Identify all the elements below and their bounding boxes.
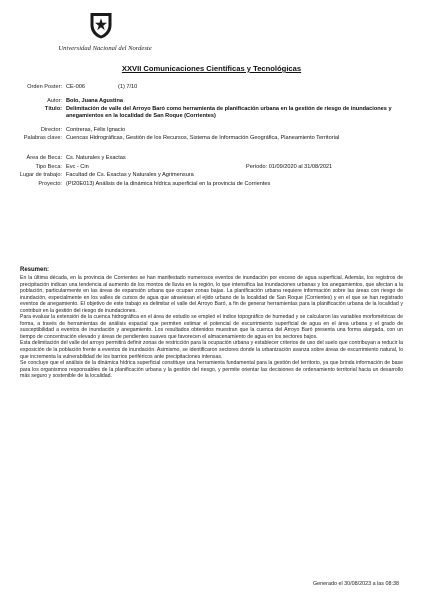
abstract-paragraph: Se concluye que el análisis de la dinámica hídrica superficial constituye una herramienta fundamental para la gestión del territorio, ya que brinda información de base para los organismos responsables de la planificación urbana y la gestión del riesgo, y permite orientar las decisiones de ordenamiento territorial hacia un desarrollo más seguro y sostenible de la localidad. [20,360,403,380]
abstract-paragraph: Para evaluar la extensión de la cuenca hidrográfica en el área de estudio se empleó el índice topográfico de humedad y se calcularon las variables morfométricas de forma, a través de herramientas de análisis espacial que permiten estimar el potencial de escurrimiento superficial de agua en el área urbana y el grado de susceptibilidad a eventos de inundación y anegamiento. Los resultados obtenidos muestran que la cuenca del Arroyo Baró presenta una forma alargada, con un tiempo de concentración elevado y áreas de pendientes suaves que favorecen el almacenamiento de agua en los sectores bajos. [20,314,403,340]
university-seal-icon [86,10,116,40]
field-label: Director: [40,127,62,133]
field-extra: (1) 7/10 [118,84,138,90]
field-label: Área de Beca: [26,155,62,161]
field-value: Cuencas Hidrográficas, Gestión de los Recursos, Sistema de Información Geográfica, Planeamiento Territorial [66,135,340,141]
field-value: Contreras, Félix Ignacio [66,127,126,133]
abstract-paragraph: Esta delimitación del valle del arroyo permitirá definir zonas de restricción para la ocupación urbana y establecer criterios de uso del suelo que contribuyan a reducir la exposición de la población frente a eventos de inundación. Asimismo, se identificaron sectores donde la urbanización avanza sobre áreas de escurrimiento natural, lo que incrementa la vulnerabilidad de los barrios periféricos ante precipitaciones intensas. [20,340,403,360]
field-label: Tipo Beca: [35,164,62,170]
generated-timestamp: Generado el 30/08/2023 a las 08:38 [312,581,399,587]
university-name: Universidad Nacional del Nordeste [58,45,152,52]
abstract-paragraph: En la última década, en la provincia de Corrientes se han manifestado numerosos eventos de inundación por exceso de agua superficial. Además, los registros de precipitación indican una tendencia al aumento de los montos de lluvia en la región, lo que intensifica las inundaciones urbanas y los anegamientos, que afectan a la población, particularmente en las áreas de expansión urbana que ocupan zonas bajas. La planificación urbana requiere información sobre las áreas con riesgo de inundación, especialmente en los valles de cursos de agua que atraviesan el ejido urbano de la localidad de San Roque (Corrientes) y en el que se han registrado eventos de anegamiento. El objetivo de este trabajo es delimitar el valle del Arroyo Baró, a fin de generar herramientas para la planificación urbana de la localidad y contribuir en la gestión del riesgo de inundaciones. [20,275,403,314]
field-value: Cs. Naturales y Exactas [66,155,126,161]
field-label: Palabras clave: [23,135,62,141]
field-label: Lugar de trabajo: [19,172,62,178]
abstract-heading: Resumen: [20,267,50,273]
field-value: Bolo, Juana Agustina [66,98,123,104]
page-title: XXVII Comunicaciones Científicas y Tecnológicas [121,64,302,73]
field-label: Autor: [47,98,62,104]
field-label: Título: [44,106,62,112]
field-value: Evc - Cin [66,164,89,170]
field-value: Facultad de Cs. Exactas y Naturales y Agrimensura [66,172,194,178]
field-label: Orden Poster: [27,84,62,90]
field-value: (PI20E013) Análisis de la dinámica hídrica superficial en la provincia de Corrientes [66,181,271,187]
abstract-body [20,275,403,380]
field-value: CE-006 [66,84,85,90]
field-label: Proyecto: [38,181,62,187]
field-period: Período: 01/09/2020 al 31/08/2021 [246,164,333,170]
field-value: Delimitación de valle del Arroyo Baró como herramienta de planificación urbana en la gestión de riesgo de inundaciones y anegamientos en la localidad de San Roque (Corrientes) [66,106,392,120]
